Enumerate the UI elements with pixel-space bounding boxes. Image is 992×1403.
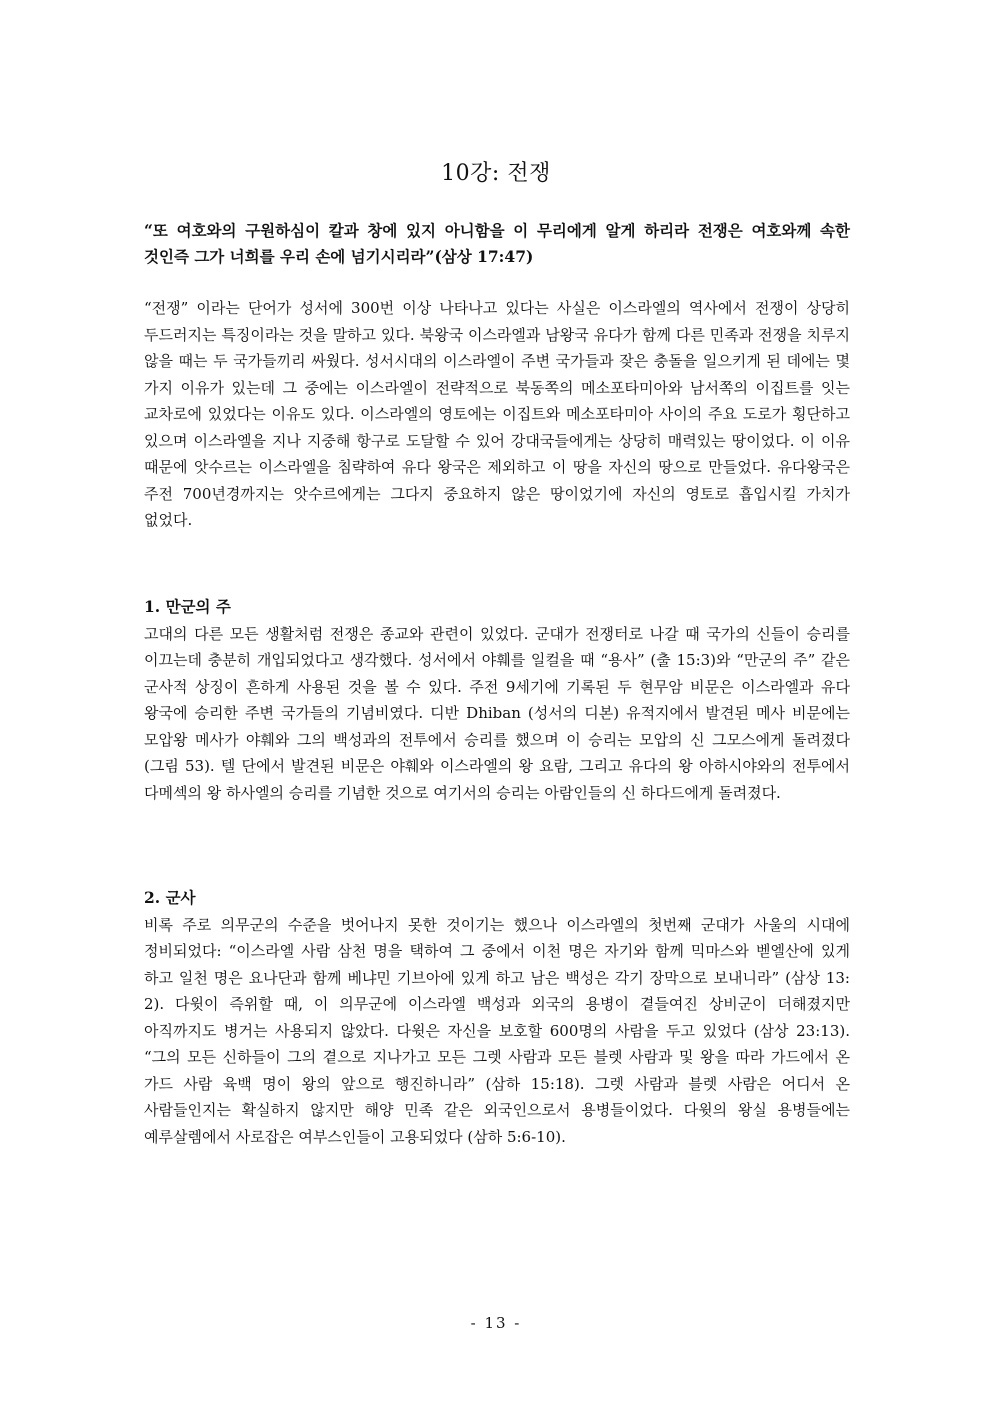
page-title: 10강: 전쟁: [441, 161, 551, 186]
section-body: 비록 주로 의무군의 수준을 벗어나지 못한 것이기는 했으나 이스라엘의 첫번째 군대가 사울의 시대에 정비되었다: “이스라엘 사람 삼천 명을 택하여 그 중에서 이천 명은 자기와 함께 믹마스와 벧엘산에 있게 하고 일천 명은 요나단과 함께 베냐민 기브아에 있게 하고 남은 백성은 각기 장막으로 보내니라” (삼상 13: 2). 다윗이 즉위할 때, 이 의무군에 이스라엘 백성과 외국의 용병이 곁들여진 상비군이 더해졌지만 아직까지도 병거는 사용되지 않았다. 다윗은 자신을 보호할 600명의 사람을 두고 있었다 (삼상 23:13). “그의 모든 신하들이 그의 곁으로 지나가고 모든 그렛 사람과 모든 블렛 사람과 및 왕을 따라 가드에서 온 가드 사람 육백 명이 왕의 앞으로 행진하니라” (삼하 15:18). 그렛 사람과 블렛 사람은 어디서 온 사람들인지는 확실하지 않지만 해양 민족 같은 외국인으로서 용병들이었다. 다윗의 왕실 용병들에는 예루살렘에서 사로잡은 여부스인들이 고용되었다 (삼하 5:6-10).: [144, 915, 850, 1146]
section-body: 고대의 다른 모든 생활처럼 전쟁은 종교와 관련이 있었다. 군대가 전쟁터로 나갈 때 국가의 신들이 승리를 이끄는데 충분히 개입되었다고 생각했다. 성서에서 야훼를 일컬을 때 “용사” (출 15:3)와 “만군의 주” 같은 군사적 상징이 흔하게 사용된 것을 볼 수 있다. 주전 9세기에 기록된 두 현무암 비문은 이스라엘과 유다 왕국에 승리한 주변 국가들의 기념비였다. 디반 Dhiban (성서의 디본) 유적지에서 발견된 메사 비문에는 모압왕 메사가 야훼와 그의 백성과의 전투에서 승리를 했으며 이 승리는 모압의 신 그모스에게 돌려졌다 (그림 53). 텔 단에서 발견된 비문은 야훼와 이스라엘의 왕 요람, 그리고 유다의 왕 아하시야와의 전투에서 다메섹의 왕 하사엘의 승리를 기념한 것으로 여기서의 승리는 아람인들의 신 하다드에게 돌려졌다.: [144, 624, 850, 802]
section-heading: 2. 군사: [144, 888, 196, 907]
epigraph-quote: “또 여호와의 구원하심이 칼과 창에 있지 아니함을 이 무리에게 알게 하리라 전쟁은 여호와께 속한 것인즉 그가 너희를 우리 손에 넘기시리라”(삼상 17:47): [144, 221, 850, 266]
intro-paragraph: “전쟁” 이라는 단어가 성서에 300번 이상 나타나고 있다는 사실은 이스라엘의 역사에서 전쟁이 상당히 두드러지는 특징이라는 것을 말하고 있다. 북왕국 이스라엘과 남왕국 유다가 함께 다른 민족과 전쟁을 치루지 않을 때는 두 국가들끼리 싸웠다. 성서시대의 이스라엘이 주변 국가들과 잦은 충돌을 일으키게 된 데에는 몇 가지 이유가 있는데 그 중에는 이스라엘이 전략적으로 북동쪽의 메소포타미아와 남서쪽의 이집트를 잇는 교차로에 있었다는 이유도 있다. 이스라엘의 영토에는 이집트와 메소포타미아 사이의 주요 도로가 횡단하고 있으며 이스라엘을 지나 지중해 항구로 도달할 수 있어 강대국들에게는 상당히 매력있는 땅이었다. 이 이유 때문에 앗수르는 이스라엘을 침략하여 유다 왕국은 제외하고 이 땅을 자신의 땅으로 만들었다. 유다왕국은 주전 700년경까지는 앗수르에게는 그다지 중요하지 않은 땅이었기에 자신의 영토로 흡입시킬 가치가 없었다.: [144, 299, 850, 529]
section-army-of-lord: [144, 594, 850, 806]
page-number: - 13 -: [470, 1314, 522, 1332]
section-heading: 1. 만군의 주: [144, 597, 231, 616]
section-military: [144, 885, 850, 1150]
